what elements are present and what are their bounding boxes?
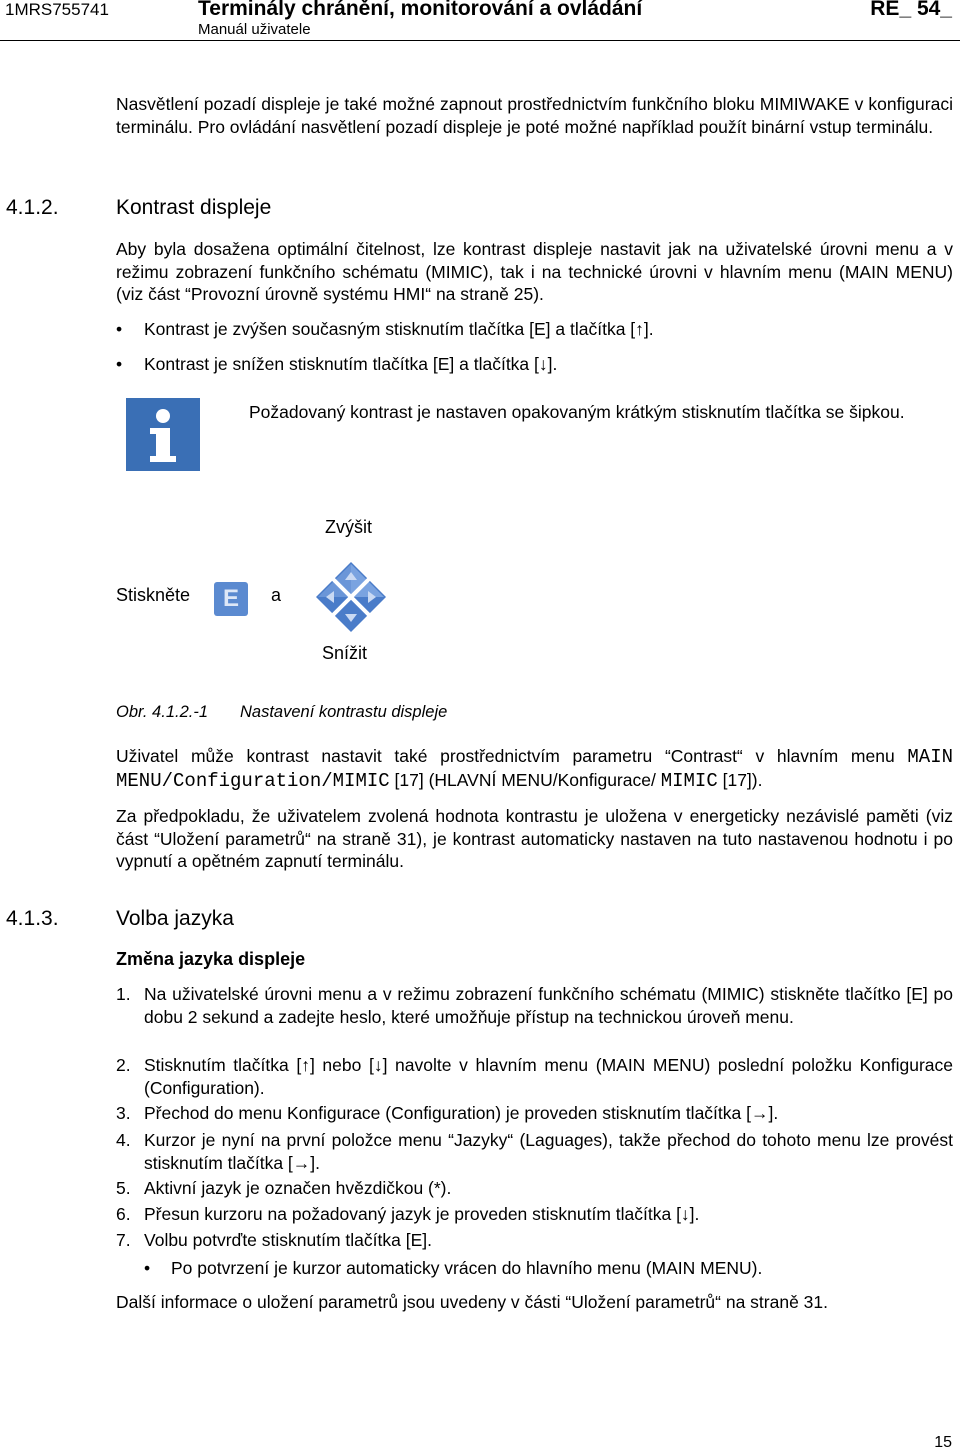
step-text: Kurzor je nyní na první položce menu “Jazyky“ (Laguages), takže přechod do tohoto menu lze provést stisknutím tlačítka [→]. <box>144 1130 953 1173</box>
step-text: Přesun kurzoru na požadovaný jazyk je proveden stisknutím tlačítka [↓]. <box>144 1204 700 1224</box>
decrease-label: Snížit <box>322 643 368 663</box>
e-button-label: E <box>222 585 239 612</box>
step-text: Přechod do menu Konfigurace (Configuration) je proveden stisknutím tlačítka [→]. <box>144 1103 779 1123</box>
paragraph-text: Uživatel může kontrast nastavit také prostřednictvím parametru “Contrast“ v hlavním menu <box>116 746 895 766</box>
page-number: 15 <box>934 1434 952 1451</box>
step-text: Aktivní jazyk je označen hvězdičkou (*). <box>144 1178 452 1198</box>
subsection-heading: Změna jazyka displeje <box>116 949 306 969</box>
list-item <box>116 983 953 1051</box>
bullet-dot: • <box>144 1258 151 1278</box>
info-note-text: Požadovaný kontrast je nastaven opakovaným krátkým stisknutím tlačítka se šipkou. <box>249 402 905 422</box>
step-number: 4. <box>116 1130 131 1150</box>
document-title: Terminály chránění, monitorování a ovládání <box>198 0 643 20</box>
step-number: 2. <box>116 1055 131 1075</box>
info-icon <box>126 398 200 471</box>
step-text: Stisknutím tlačítka [↑] nebo [↓] navolte v hlavním menu (MAIN MENU) poslední položku Konfigurace (Configuration). <box>144 1055 953 1098</box>
arrow-pad-icon <box>314 560 388 634</box>
intro-paragraph: Nasvětlení pozadí displeje je také možné zapnout prostřednictvím funkčního bloku MIMIWAKE v konfiguraci terminálu. Pro ovládání nasvětlení pozadí displeje je poté možné například použít binární vstup terminálu. <box>116 94 953 137</box>
press-label: Stiskněte <box>116 585 191 605</box>
step-text: Na uživatelské úrovni menu a v režimu zobrazení funkčního schématu (MIMIC) stiskněte tlačítko [E] po dobu 2 sekund a zadejte heslo, které umožňuje přístup na technickou úroveň menu. <box>144 984 953 1027</box>
list-item <box>116 1054 953 1100</box>
paragraph-text: [17]). <box>722 769 763 790</box>
step-number: 6. <box>116 1204 131 1224</box>
contrast-parameter-paragraph <box>116 745 953 792</box>
list-item <box>116 1229 953 1252</box>
bullet-item <box>144 1257 953 1280</box>
bullet-dot: • <box>116 319 123 339</box>
step-text: Volbu potvrďte stisknutím tlačítka [E]. <box>144 1230 432 1250</box>
section-number: 4.1.2. <box>6 196 59 219</box>
list-item <box>116 1177 953 1200</box>
increase-label: Zvýšit <box>325 517 372 537</box>
closing-paragraph: Další informace o uložení parametrů jsou uvedeny v části “Uložení parametrů“ na straně 31. <box>116 1292 829 1312</box>
menu-path: MAIN MENU/Configuration/MIMIC <box>116 746 953 792</box>
menu-path: MIMIC <box>660 769 718 792</box>
figure-caption-number: Obr. 4.1.2.-1 <box>116 703 209 721</box>
product-code: RE_ 54_ <box>870 0 952 20</box>
step-number: 1. <box>116 984 131 1004</box>
e-button-icon <box>214 582 248 616</box>
bullet-text: Kontrast je snížen stisknutím tlačítka [E] a tlačítka [↓]. <box>144 354 558 374</box>
step-number: 5. <box>116 1178 131 1198</box>
document-subtitle: Manuál uživatele <box>198 21 311 38</box>
step-number: 3. <box>116 1103 131 1123</box>
bullet-dot: • <box>116 354 123 374</box>
section-title: Kontrast displeje <box>116 196 272 219</box>
list-item <box>116 1203 953 1226</box>
bullet-text: Kontrast je zvýšen současným stisknutím tlačítka [E] a tlačítka [↑]. <box>144 319 654 339</box>
section-title: Volba jazyka <box>116 907 234 930</box>
nonvolatile-memory-paragraph: Za předpokladu, že uživatelem zvolená hodnota kontrastu je uložena v energeticky nezávislé paměti (viz část “Uložení parametrů“ na straně 31), je kontrast automaticky nastaven na tuto nastavenou hodnotu i po vypnutí a opětném zapnutí terminálu. <box>116 806 953 871</box>
bullet-item <box>116 318 953 341</box>
document-code: 1MRS755741 <box>5 0 109 19</box>
bullet-text: Po potvrzení je kurzor automaticky vrácen do hlavního menu (MAIN MENU). <box>171 1258 763 1278</box>
contrast-paragraph: Aby byla dosažena optimální čitelnost, lze kontrast displeje nastavit jak na uživatelské úrovni menu a v režimu zobrazení funkčního schématu (MIMIC), tak i na technické úrovni v hlavním menu (MAIN MENU) (viz část “Provozní úrovně systému HMI“ na straně 25). <box>116 239 953 304</box>
step-number: 7. <box>116 1230 131 1250</box>
list-item <box>116 1102 953 1125</box>
figure-caption-text: Nastavení kontrastu displeje <box>240 703 448 721</box>
section-number: 4.1.3. <box>6 907 59 930</box>
header-divider <box>0 40 960 41</box>
and-label: a <box>271 585 282 605</box>
paragraph-text: [17] (HLAVNÍ MENU/Konfigurace/ <box>394 769 656 790</box>
bullet-item <box>116 353 953 376</box>
list-item <box>116 1129 953 1175</box>
